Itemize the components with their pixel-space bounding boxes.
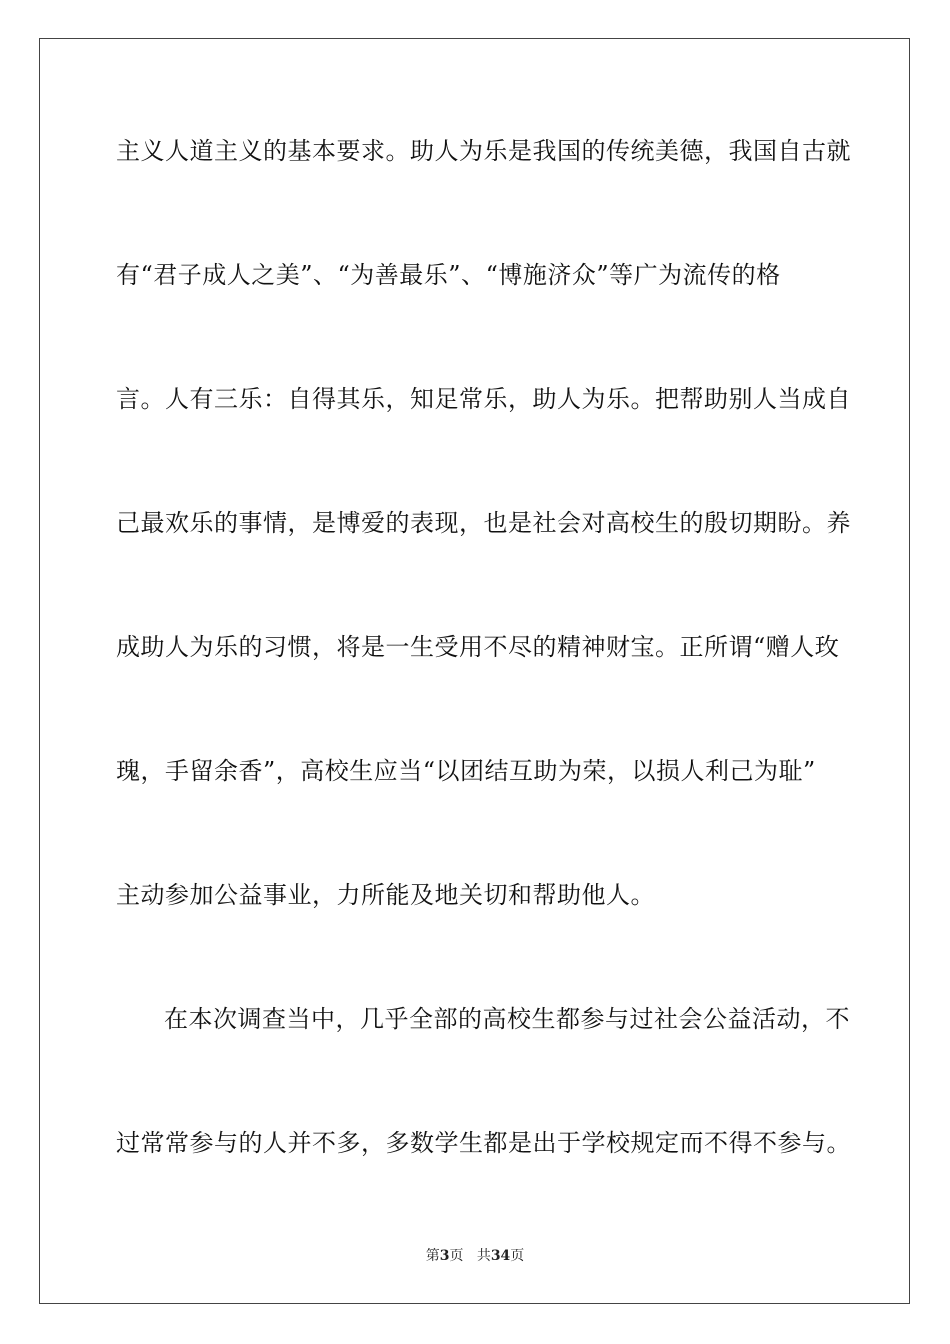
text-line: 己最欢乐的事情，是博爱的表现，也是社会对高校生的殷切期盼。养: [116, 509, 851, 537]
text-line: 有“君子成人之美”、“为善最乐”、“博施济众”等广为流传的格: [116, 261, 781, 289]
text-line: 主义人道主义的基本要求。助人为乐是我国的传统美德，我国自古就: [116, 137, 851, 165]
page-number: 3: [439, 1248, 450, 1264]
total-prefix: 共: [476, 1248, 491, 1264]
page-prefix: 第: [425, 1248, 440, 1264]
text-line: 成助人为乐的习惯，将是一生受用不尽的精神财宝。正所谓“赠人玫: [116, 633, 840, 661]
total-suffix: 页: [510, 1248, 525, 1264]
paragraph-start-line: 在本次调查当中，几乎全部的高校生都参与过社会公益活动，不: [164, 1005, 850, 1033]
page-suffix: 页: [449, 1248, 464, 1264]
document-body: [116, 124, 851, 1240]
text-line: 言。人有三乐：自得其乐，知足常乐，助人为乐。把帮助别人当成自: [116, 385, 851, 413]
text-line: 过常常参与的人并不多，多数学生都是出于学校规定而不得不参与。: [116, 1129, 851, 1157]
page-footer: [0, 1245, 950, 1265]
total-pages: 34: [490, 1248, 511, 1264]
text-line: 瑰，手留余香”，高校生应当“以团结互助为荣，以损人利己为耻”: [116, 757, 816, 785]
text-line: 主动参加公益事业，力所能及地关切和帮助他人。: [116, 881, 655, 909]
